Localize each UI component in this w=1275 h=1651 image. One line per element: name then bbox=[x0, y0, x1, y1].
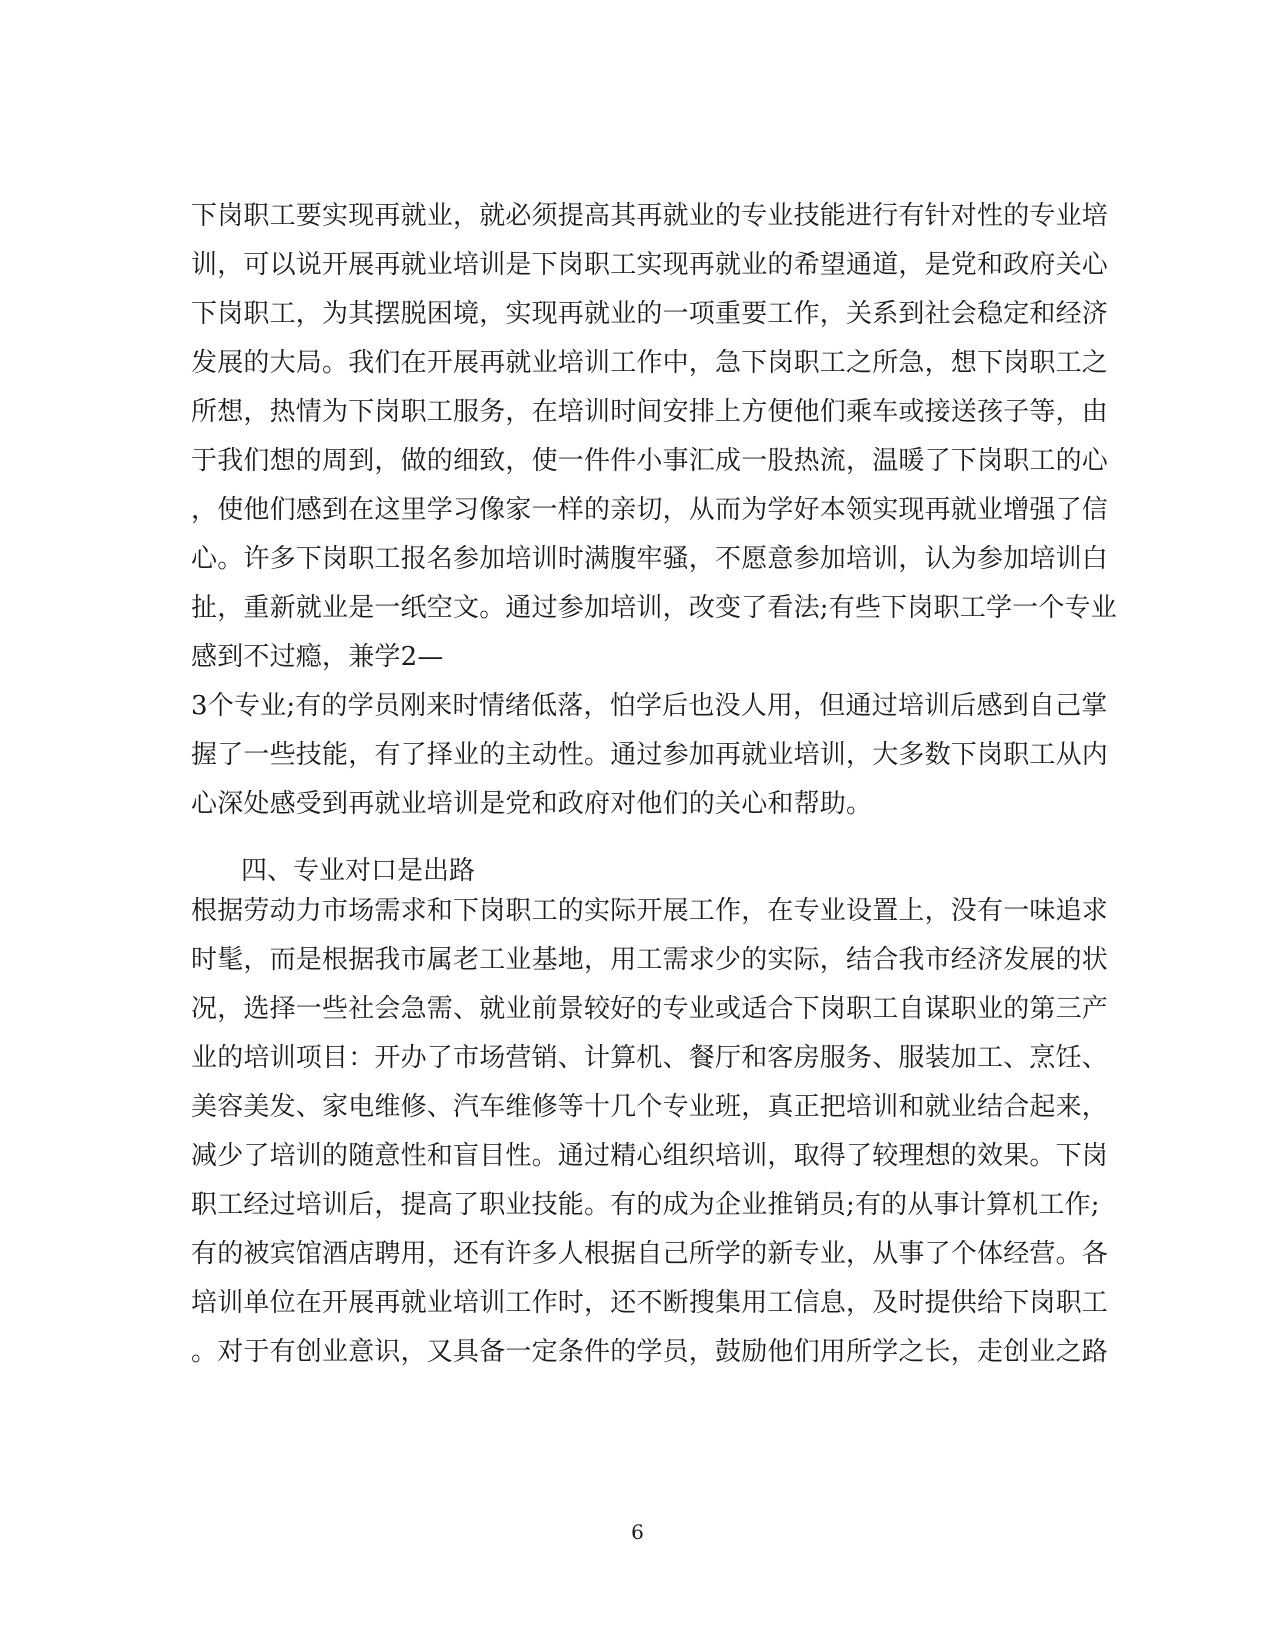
text-line: 心深处感受到再就业培训是党和政府对他们的关心和帮助。 bbox=[191, 789, 873, 819]
text-line: 。对于有创业意识，又具备一定条件的学员，鼓励他们用所学之长，走创业之路 bbox=[191, 1337, 1109, 1367]
text-line: 所想，热情为下岗职工服务，在培训时间安排上方便他们乘车或接送孩子等，由 bbox=[191, 397, 1109, 427]
paragraph-1 bbox=[191, 192, 1117, 829]
text-line: 有的被宾馆酒店聘用，还有许多人根据自己所学的新专业，从事了个体经营。各 bbox=[191, 1239, 1109, 1269]
text-line: 职工经过培训后，提高了职业技能。有的成为企业推销员;有的从事计算机工作; bbox=[191, 1190, 1100, 1220]
text-line: 发展的大局。我们在开展再就业培训工作中，急下岗职工之所急，想下岗职工之 bbox=[191, 348, 1109, 378]
text-line: 况，选择一些社会急需、就业前景较好的专业或适合下岗职工自谋职业的第三产 bbox=[191, 994, 1109, 1024]
text-line: 心。许多下岗职工报名参加培训时满腹牢骚，不愿意参加培训，认为参加培训白 bbox=[191, 544, 1109, 574]
text-line: 握了一些技能，有了择业的主动性。通过参加再就业培训，大多数下岗职工从内 bbox=[191, 740, 1109, 770]
text-line: 感到不过瘾，兼学2— bbox=[191, 642, 444, 672]
text-line: 3个专业;有的学员刚来时情绪低落，怕学后也没人用，但通过培训后感到自己掌 bbox=[191, 691, 1108, 721]
page-number: 6 bbox=[631, 1520, 644, 1544]
text-line: ，使他们感到在这里学习像家一样的亲切，从而为学好本领实现再就业增强了信 bbox=[191, 495, 1109, 525]
text-line: 于我们想的周到，做的细致，使一件件小事汇成一股热流，温暖了下岗职工的心 bbox=[191, 446, 1109, 476]
paragraph-2 bbox=[191, 887, 1109, 1377]
text-line: 培训单位在开展再就业培训工作时，还不断搜集用工信息，及时提供给下岗职工 bbox=[191, 1288, 1109, 1318]
text-line: 业的培训项目：开办了市场营销、计算机、餐厅和客房服务、服装加工、烹饪、 bbox=[191, 1043, 1109, 1073]
text-line: 训，可以说开展再就业培训是下岗职工实现再就业的希望通道，是党和政府关心 bbox=[191, 250, 1109, 280]
text-line: 减少了培训的随意性和盲目性。通过精心组织培训，取得了较理想的效果。下岗 bbox=[191, 1141, 1109, 1171]
text-line: 根据劳动力市场需求和下岗职工的实际开展工作，在专业设置上，没有一味追求 bbox=[191, 896, 1109, 926]
text-line: 下岗职工，为其摆脱困境，实现再就业的一项重要工作，关系到社会稳定和经济 bbox=[191, 299, 1109, 329]
text-line: 时髦，而是根据我市属老工业基地，用工需求少的实际，结合我市经济发展的状 bbox=[191, 945, 1109, 975]
text-line: 美容美发、家电维修、汽车维修等十几个专业班，真正把培训和就业结合起来， bbox=[191, 1092, 1109, 1122]
text-line: 下岗职工要实现再就业，就必须提高其再就业的专业技能进行有针对性的专业培 bbox=[191, 201, 1109, 231]
text-line: 扯，重新就业是一纸空文。通过参加培训，改变了看法;有些下岗职工学一个专业 bbox=[191, 593, 1117, 623]
section-heading: 四、专业对口是出路 bbox=[241, 856, 476, 886]
